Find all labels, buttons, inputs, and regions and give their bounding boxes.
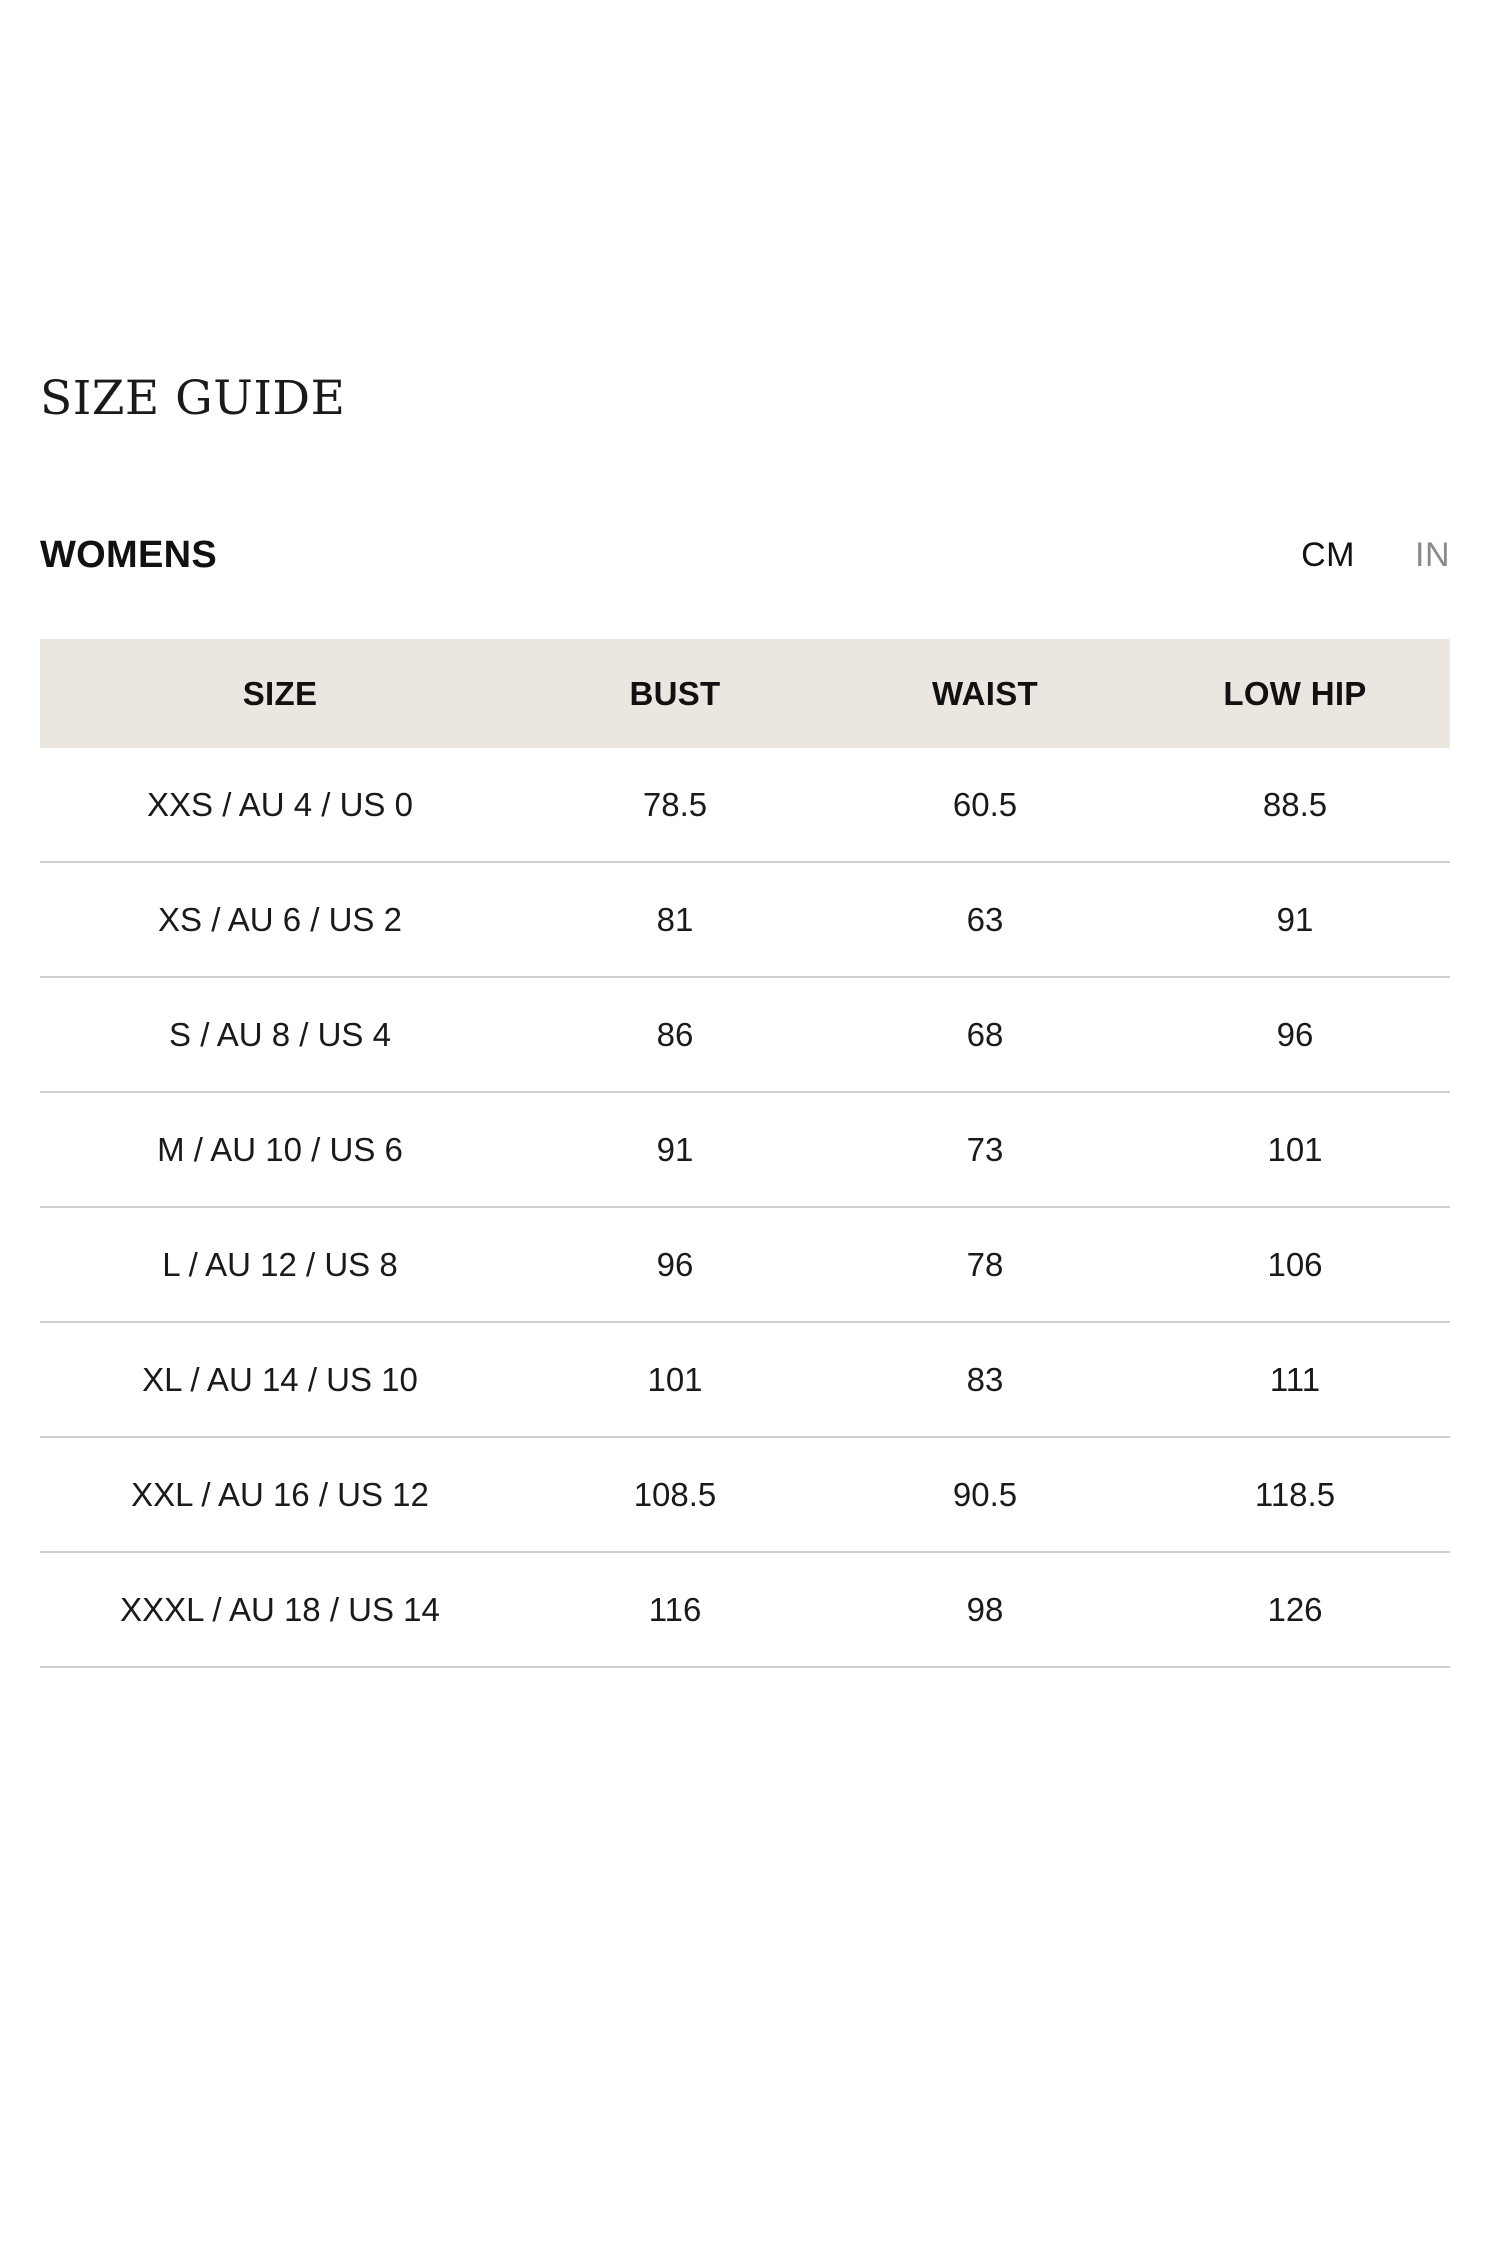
- table-row: [40, 1092, 1450, 1207]
- cell-waist: 98: [830, 1552, 1140, 1667]
- cell-bust: 116: [520, 1552, 830, 1667]
- size-table: [40, 639, 1450, 1668]
- cell-waist: 63: [830, 862, 1140, 977]
- cell-low-hip: 101: [1140, 1092, 1450, 1207]
- header-row: [40, 639, 1450, 748]
- header-bust: BUST: [520, 639, 830, 748]
- cell-bust: 108.5: [520, 1437, 830, 1552]
- page-title: SIZE GUIDE: [40, 371, 346, 426]
- cell-waist: 68: [830, 977, 1140, 1092]
- unit-cm-toggle[interactable]: CM: [1301, 535, 1355, 574]
- unit-toggle: [1301, 536, 1450, 575]
- table-body: [40, 748, 1450, 1667]
- cell-low-hip: 126: [1140, 1552, 1450, 1667]
- cell-low-hip: 91: [1140, 862, 1450, 977]
- table-row: [40, 1322, 1450, 1437]
- header-waist: WAIST: [830, 639, 1140, 748]
- table-header: [40, 639, 1450, 748]
- cell-waist: 90.5: [830, 1437, 1140, 1552]
- cell-size: M / AU 10 / US 6: [40, 1092, 520, 1207]
- cell-waist: 78: [830, 1207, 1140, 1322]
- cell-size: S / AU 8 / US 4: [40, 977, 520, 1092]
- table-row: [40, 1207, 1450, 1322]
- cell-size: L / AU 12 / US 8: [40, 1207, 520, 1322]
- cell-bust: 101: [520, 1322, 830, 1437]
- cell-size: XS / AU 6 / US 2: [40, 862, 520, 977]
- table-row: [40, 1437, 1450, 1552]
- table-row: [40, 1552, 1450, 1667]
- table-row: [40, 748, 1450, 862]
- section-header: [40, 530, 1450, 580]
- cell-low-hip: 111: [1140, 1322, 1450, 1437]
- cell-waist: 60.5: [830, 748, 1140, 862]
- unit-in-toggle[interactable]: IN: [1415, 535, 1450, 574]
- cell-bust: 78.5: [520, 748, 830, 862]
- cell-size: XXL / AU 16 / US 12: [40, 1437, 520, 1552]
- cell-low-hip: 118.5: [1140, 1437, 1450, 1552]
- cell-bust: 86: [520, 977, 830, 1092]
- header-size: SIZE: [40, 639, 520, 748]
- cell-bust: 81: [520, 862, 830, 977]
- cell-low-hip: 88.5: [1140, 748, 1450, 862]
- cell-waist: 83: [830, 1322, 1140, 1437]
- header-low-hip: LOW HIP: [1140, 639, 1450, 748]
- cell-low-hip: 96: [1140, 977, 1450, 1092]
- cell-size: XL / AU 14 / US 10: [40, 1322, 520, 1437]
- cell-bust: 96: [520, 1207, 830, 1322]
- section-title: WOMENS: [40, 533, 218, 576]
- cell-size: XXS / AU 4 / US 0: [40, 748, 520, 862]
- table-row: [40, 977, 1450, 1092]
- table-row: [40, 862, 1450, 977]
- cell-low-hip: 106: [1140, 1207, 1450, 1322]
- cell-bust: 91: [520, 1092, 830, 1207]
- cell-size: XXXL / AU 18 / US 14: [40, 1552, 520, 1667]
- cell-waist: 73: [830, 1092, 1140, 1207]
